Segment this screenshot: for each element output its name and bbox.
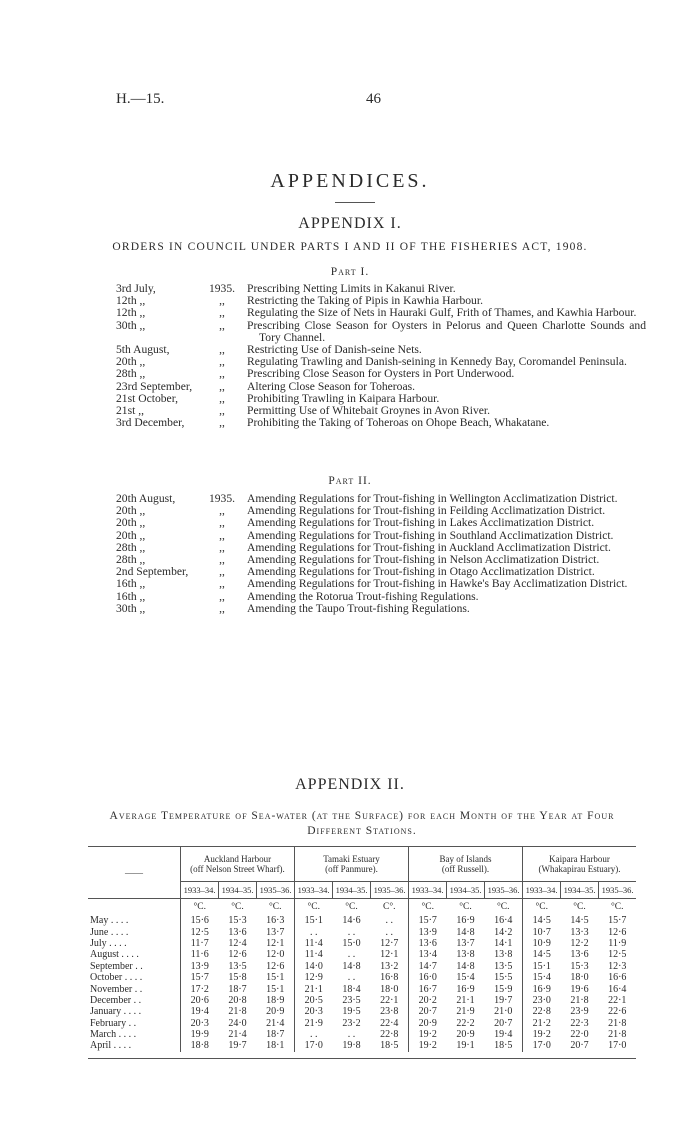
order-year: ,,	[219, 416, 225, 430]
temperature-cell: 13·4	[409, 949, 447, 960]
temperature-cell: 21·1	[295, 983, 333, 994]
temperature-cell: 12·4	[228, 937, 247, 949]
order-row	[116, 368, 646, 380]
unit-label: °C.	[459, 902, 472, 912]
temperature-cell: 16·9	[456, 983, 475, 995]
order-description: Altering Close Season for Toheroas.	[247, 379, 416, 393]
temperature-cell: 15·7	[409, 915, 447, 926]
unit-label: °C.	[573, 902, 586, 912]
temperature-cell: 12·6	[608, 926, 627, 938]
temperature-cell: 20·8	[228, 994, 247, 1006]
temperature-cell: 14·8	[342, 960, 361, 972]
order-row	[116, 530, 646, 542]
temperature-cell: 22·8	[380, 1029, 399, 1041]
temperature-cell: 13·7	[456, 937, 475, 949]
order-date: 21st ,,	[116, 404, 145, 418]
order-year: ,,	[219, 504, 225, 518]
order-date: 20th ,,	[116, 504, 146, 518]
temperature-cell: . .	[295, 926, 333, 937]
station-name: Tamaki Estuary	[323, 854, 380, 864]
month-label: January . . . .	[90, 1006, 142, 1018]
order-date: 28th ,,	[116, 540, 146, 554]
temperature-cell: 11·7	[181, 938, 219, 949]
station-name: Bay of Islands	[439, 854, 492, 864]
part-1-heading: Part I.	[330, 266, 370, 278]
temperature-cell: 16·0	[409, 972, 447, 983]
station-sub: (off Nelson Street Wharf).	[190, 864, 285, 874]
unit-label: °C.	[231, 902, 244, 912]
temperature-cell: 11·6	[181, 949, 219, 960]
temperature-cell: 10·9	[523, 938, 561, 949]
temperature-cell: 20·3	[295, 1006, 333, 1017]
order-description: Amending Regulations for Trout-fishing in Otago Acclimatization District.	[247, 565, 595, 579]
temperature-cell: 19·6	[570, 983, 589, 995]
document-reference: H.—15.	[116, 91, 165, 107]
temperature-cell: 14·8	[456, 926, 475, 938]
temperature-cell: 21·9	[456, 1006, 475, 1018]
table-row	[88, 938, 636, 949]
temperature-cell: . .	[347, 949, 356, 961]
appendix-1-title: APPENDIX I.	[298, 215, 402, 232]
temperature-cell: 18·7	[266, 1029, 285, 1041]
temperature-cell: 13·5	[228, 960, 247, 972]
page-number: 46	[366, 91, 381, 107]
temperature-cell: 12·5	[181, 926, 219, 937]
temperature-cell: 18·8	[181, 1040, 219, 1051]
temperature-cell: 14·1	[494, 937, 513, 949]
order-row	[116, 417, 646, 429]
temperature-cell: 10·7	[523, 926, 561, 937]
order-description: Restricting the Taking of Pipis in Kawhia Harbour.	[247, 294, 483, 308]
appendix-1-heading: ORDERS IN COUNCIL UNDER PARTS I AND II OF THE FISHERIES ACT, 1908.	[112, 241, 588, 253]
order-year: ,,	[219, 343, 225, 357]
temperature-cell: 14·5	[523, 915, 561, 926]
year-column-header: 1935–36.	[485, 882, 523, 899]
temperature-cell: 13·3	[570, 926, 589, 938]
year-column-header: 1933–34.	[295, 882, 333, 899]
temperature-cell: 19·1	[456, 1040, 475, 1052]
month-label: April . . . .	[90, 1040, 132, 1052]
station-header	[409, 847, 523, 882]
table-row	[88, 915, 636, 926]
temperature-cell: 15·5	[494, 972, 513, 984]
order-description: Amending Regulations for Trout-fishing in Feilding Acclimatization District.	[247, 504, 606, 518]
temperature-cell: 15·7	[181, 972, 219, 983]
temperature-cell: 18·5	[494, 1040, 513, 1052]
temperature-cell: 20·9	[456, 1029, 475, 1041]
order-date: 2nd September,	[116, 565, 189, 579]
order-description: Restricting Use of Danish-seine Nets.	[247, 343, 422, 357]
temperature-cell: 12·2	[570, 937, 589, 949]
temperature-cell: 17·0	[608, 1040, 627, 1052]
order-year: ,,	[219, 540, 225, 554]
station-sub: (off Russell).	[441, 864, 490, 874]
unit-label: °C.	[610, 902, 624, 912]
temperature-cell: 12·1	[266, 937, 285, 949]
temperature-cell: 16·4	[494, 915, 513, 927]
temperature-cell: . .	[347, 926, 356, 938]
table-row	[88, 1040, 636, 1051]
order-year: ,,	[219, 379, 225, 393]
temperature-cell: 13·9	[181, 961, 219, 972]
order-year: ,,	[219, 391, 225, 405]
order-date: 20th August,	[116, 492, 176, 505]
temperature-cell: 13·5	[494, 960, 513, 972]
order-date: 21st October,	[116, 391, 178, 405]
temperature-cell: 21·0	[494, 1006, 513, 1018]
order-year: 1935.	[208, 492, 236, 505]
temperature-cell: 13·8	[456, 949, 475, 961]
unit-label: °C.	[181, 899, 219, 916]
temperature-cell: 17·0	[295, 1040, 333, 1051]
order-description: Amending Regulations for Trout-fishing in Hawke's Bay Acclimatization District.	[247, 577, 628, 591]
order-description: Prescribing Close Season for Oysters in Port Underwood.	[247, 367, 515, 381]
table-row	[88, 1006, 636, 1017]
temperature-cell: 14·6	[342, 915, 361, 927]
temperature-cell: 18·9	[266, 994, 285, 1006]
order-date: 12th ,,	[116, 294, 146, 308]
order-date: 20th ,,	[116, 516, 146, 530]
year-column-header: 1933–34.	[523, 882, 561, 899]
order-date: 28th ,,	[116, 367, 146, 381]
order-row	[116, 603, 646, 615]
stub-header: ——	[88, 847, 181, 899]
unit-label: °C.	[268, 902, 282, 912]
temperature-cell: 21·8	[608, 1017, 627, 1029]
order-year: ,,	[219, 516, 225, 530]
temperature-cell: 23·8	[380, 1006, 399, 1018]
unit-label: °C.	[345, 902, 358, 912]
temperature-cell: 16·9	[456, 915, 475, 927]
temperature-cell: 13·6	[570, 949, 589, 961]
temperature-cell: 20·3	[181, 1018, 219, 1029]
temperature-cell: 15·8	[228, 972, 247, 984]
order-description: Amending Regulations for Trout-fishing in Lakes Acclimatization District.	[247, 516, 595, 530]
year-column-header: 1935–36.	[599, 882, 637, 899]
year-column-header: 1934–35.	[561, 882, 599, 899]
temperature-cell: 20·5	[295, 995, 333, 1006]
temperature-cell: 22·1	[608, 994, 627, 1006]
temperature-cell: 14·8	[456, 960, 475, 972]
temperature-cell: 14·2	[494, 926, 513, 938]
title-divider	[335, 202, 375, 203]
table-row	[88, 983, 636, 994]
heading-line-2: Different Stations.	[307, 825, 417, 837]
order-date: 16th ,,	[116, 577, 146, 591]
temperature-cell: 11·9	[608, 937, 627, 949]
temperature-cell: 18·0	[380, 983, 399, 995]
temperature-cell: 19·9	[181, 1029, 219, 1040]
order-description: Amending Regulations for Trout-fishing in Auckland Acclimatization District.	[247, 540, 611, 554]
part-2-orders	[116, 493, 646, 615]
temperature-cell: 12·6	[228, 949, 247, 961]
temperature-cell: 17·2	[181, 983, 219, 994]
month-label: September . .	[90, 960, 143, 972]
order-description: Regulating the Size of Nets in Hauraki Gulf, Frith of Thames, and Kawhia Harbour.	[247, 306, 637, 320]
temperature-cell: 12·6	[266, 960, 285, 972]
temperature-cell: 16·6	[608, 972, 627, 984]
temperature-cell: 13·8	[494, 949, 513, 961]
temperature-cell: 15·4	[456, 972, 475, 984]
month-label: May . . . .	[90, 915, 129, 927]
order-year: ,,	[219, 355, 225, 369]
order-row	[116, 578, 646, 590]
temperature-cell: 13·7	[266, 926, 285, 938]
temperature-cell: 15·4	[523, 972, 561, 983]
temperature-cell: 15·9	[494, 983, 513, 995]
order-description: Amending Regulations for Trout-fishing in Nelson Acclimatization District.	[247, 553, 600, 567]
temperature-cell: 14·5	[523, 949, 561, 960]
temperature-cell: 21·2	[523, 1018, 561, 1029]
temperature-cell: 20·2	[409, 995, 447, 1006]
temperature-cell: 23·0	[523, 995, 561, 1006]
year-column-header: 1934–35.	[447, 882, 485, 899]
temperature-cell: 22·6	[608, 1006, 627, 1018]
order-date: 30th ,,	[116, 601, 146, 615]
temperature-cell: 21·8	[608, 1029, 627, 1041]
temperature-cell: 18·5	[380, 1040, 399, 1052]
temperature-cell: 21·4	[266, 1017, 285, 1029]
order-description: Amending the Rotorua Trout-fishing Regulations.	[247, 589, 479, 603]
temperature-cell: 19·7	[228, 1040, 247, 1052]
station-header	[523, 847, 637, 882]
temperature-cell: 22·0	[570, 1029, 589, 1041]
temperature-cell: 21·9	[295, 1018, 333, 1029]
temperature-cell: 22·3	[570, 1017, 589, 1029]
order-row	[116, 517, 646, 529]
year-column-header: 1935–36.	[257, 882, 295, 899]
table-row	[88, 1018, 636, 1029]
order-description: Prescribing Netting Limits in Kakanui River.	[247, 282, 456, 295]
temperature-cell: 12·7	[380, 937, 399, 949]
order-year: ,,	[219, 294, 225, 308]
order-year: ,,	[219, 404, 225, 418]
temperature-cell: 12·0	[266, 949, 285, 961]
order-date: 20th ,,	[116, 355, 146, 369]
temperature-cell: 20·6	[181, 995, 219, 1006]
month-label: December . .	[90, 994, 142, 1006]
temperature-cell: 19·7	[494, 994, 513, 1006]
temperature-cell: 18·4	[342, 983, 361, 995]
temperature-cell: . .	[347, 1029, 356, 1041]
temperature-cell: 12·1	[380, 949, 399, 961]
unit-label: °C.	[523, 899, 561, 916]
temperature-cell: 15·1	[523, 961, 561, 972]
order-year: ,,	[219, 367, 225, 381]
temperature-cell: 16·7	[409, 983, 447, 994]
order-description: Amending Regulations for Trout-fishing in Southland Acclimatization District.	[247, 528, 614, 542]
temperature-cell: 15·3	[570, 960, 589, 972]
temperature-cell: 23·5	[342, 994, 361, 1006]
temperature-cell: 15·0	[342, 937, 361, 949]
month-label: October . . . .	[90, 972, 143, 984]
order-date: 12th ,,	[116, 306, 146, 320]
table-row	[88, 972, 636, 983]
table-row	[88, 995, 636, 1006]
order-date: 30th ,,	[116, 318, 146, 332]
temperature-cell: 15·6	[181, 915, 219, 926]
temperature-table	[88, 846, 636, 1059]
temperature-cell: 20·7	[570, 1040, 589, 1052]
order-row	[116, 381, 646, 393]
order-date: 28th ,,	[116, 553, 146, 567]
table-row	[88, 961, 636, 972]
temperature-cell: 15·7	[608, 915, 627, 927]
order-description: Amending the Taupo Trout-fishing Regulations.	[247, 601, 470, 615]
order-year: ,,	[219, 601, 225, 615]
year-column-header: 1935–36.	[371, 882, 409, 899]
table-row	[88, 1029, 636, 1040]
order-description: Prohibiting the Taking of Toheroas on Ohope Beach, Whakatane.	[247, 416, 550, 430]
page-title: APPENDICES.	[270, 170, 430, 192]
temperature-cell: 19·2	[409, 1040, 447, 1051]
temperature-cell: . .	[295, 1029, 333, 1040]
unit-label: C°.	[382, 902, 396, 912]
temperature-cell: 19·2	[409, 1029, 447, 1040]
temperature-cell: 22·2	[456, 1017, 475, 1029]
temperature-cell: 21·8	[570, 994, 589, 1006]
temperature-cell: 23·2	[342, 1017, 361, 1029]
order-year: ,,	[219, 528, 225, 542]
unit-stub	[88, 899, 181, 916]
temperature-cell: 19·8	[342, 1040, 361, 1052]
table-row	[88, 926, 636, 937]
temperature-cell: 19·4	[494, 1029, 513, 1041]
temperature-cell: . .	[347, 972, 356, 984]
month-label: November . .	[90, 983, 143, 995]
order-date: 23rd September,	[116, 379, 193, 393]
temperature-cell: 13·6	[409, 938, 447, 949]
order-date: 20th ,,	[116, 528, 146, 542]
temperature-cell: 11·4	[295, 938, 333, 949]
order-year: ,,	[219, 565, 225, 579]
unit-label: °C.	[496, 902, 510, 912]
temperature-cell: 21·1	[456, 994, 475, 1006]
temperature-cell: 13·2	[380, 960, 399, 972]
temperature-cell: 24·0	[228, 1017, 247, 1029]
order-row	[116, 307, 646, 319]
temperature-cell: 20·7	[409, 1006, 447, 1017]
temperature-cell: 18·1	[266, 1040, 285, 1052]
month-label: June . . . .	[90, 926, 129, 938]
temperature-cell: 21·8	[228, 1006, 247, 1018]
temperature-cell: 11·4	[295, 949, 333, 960]
temperature-cell: . .	[385, 926, 393, 938]
temperature-cell: 16·4	[608, 983, 627, 995]
order-description: Permitting Use of Whitebait Groynes in Avon River.	[247, 404, 491, 418]
year-column-header: 1933–34.	[409, 882, 447, 899]
station-sub: (Whakapirau Estuary).	[538, 864, 621, 874]
temperature-cell: 13·9	[409, 926, 447, 937]
temperature-cell: 13·6	[228, 926, 247, 938]
temperature-cell: 12·3	[608, 960, 627, 972]
order-year: ,,	[219, 318, 225, 332]
station-sub: (off Panmure).	[325, 864, 378, 874]
order-description: Prohibiting Trawling in Kaipara Harbour.	[247, 391, 440, 405]
temperature-cell: 23·9	[570, 1006, 589, 1018]
year-column-header: 1933–34.	[181, 882, 219, 899]
table-row	[88, 949, 636, 960]
temperature-cell: 16·9	[523, 983, 561, 994]
month-label: July . . . .	[90, 937, 127, 949]
temperature-cell: 15·1	[266, 972, 285, 984]
part-2-heading: Part II.	[328, 475, 372, 487]
month-label: August . . . .	[90, 949, 139, 961]
temperature-cell: 16·3	[266, 915, 285, 927]
temperature-cell: 19·5	[342, 1006, 361, 1018]
order-description: Prescribing Close Season for Oysters in Pelorus and Queen Charlotte Sounds and Tory Channel.	[247, 318, 646, 344]
year-column-header: 1934–35.	[333, 882, 371, 899]
temperature-cell: 22·1	[380, 994, 399, 1006]
temperature-cell: 16·8	[380, 972, 399, 984]
temperature-cell: 20·9	[409, 1018, 447, 1029]
order-description: Regulating Trawling and Danish-seining in Kennedy Bay, Coromandel Peninsula.	[247, 355, 627, 369]
temperature-table-heading	[88, 809, 636, 839]
order-date: 3rd July,	[116, 282, 156, 295]
temperature-cell: 22·4	[380, 1017, 399, 1029]
temperature-cell: 12·5	[608, 949, 627, 961]
order-date: 16th ,,	[116, 589, 146, 603]
heading-line-1: Average Temperature of Sea-water (at the Surface) for each Month of the Year at Four	[109, 810, 615, 822]
temperature-cell: 14·0	[295, 961, 333, 972]
temperature-cell: 15·3	[228, 915, 247, 927]
month-label: March . . . .	[90, 1029, 137, 1041]
order-row	[116, 320, 646, 344]
order-date: 3rd December,	[116, 416, 185, 430]
part-1-orders	[116, 283, 646, 429]
temperature-cell: 20·9	[266, 1006, 285, 1018]
order-year: ,,	[219, 589, 225, 603]
temperature-cell: 18·7	[228, 983, 247, 995]
order-year: ,,	[219, 577, 225, 591]
station-name: Kaipara Harbour	[549, 854, 610, 864]
temperature-cell: 17·0	[523, 1040, 561, 1051]
order-date: 5th August,	[116, 343, 170, 357]
temperature-cell: 15·1	[295, 915, 333, 926]
unit-label: °C.	[295, 899, 333, 916]
station-header	[295, 847, 409, 882]
temperature-cell: 14·7	[409, 961, 447, 972]
order-year: ,,	[219, 306, 225, 320]
temperature-cell: 18·0	[570, 972, 589, 984]
temperature-cell: 21·4	[228, 1029, 247, 1041]
station-name: Auckland Harbour	[203, 854, 272, 864]
station-header	[181, 847, 295, 882]
temperature-cell: 12·9	[295, 972, 333, 983]
temperature-cell: 14·5	[570, 915, 589, 927]
temperature-cell: 19·2	[523, 1029, 561, 1040]
order-row	[116, 591, 646, 603]
temperature-cell: 15·1	[266, 983, 285, 995]
order-year: ,,	[219, 553, 225, 567]
month-label: February . .	[90, 1017, 137, 1029]
year-column-header: 1934–35.	[219, 882, 257, 899]
order-year: 1935.	[208, 282, 236, 295]
unit-label: °C.	[409, 899, 447, 916]
temperature-cell: . .	[385, 915, 393, 927]
temperature-cell: 22·8	[523, 1006, 561, 1017]
temperature-cell: 20·7	[494, 1017, 513, 1029]
order-description: Amending Regulations for Trout-fishing in Wellington Acclimatization District.	[247, 492, 618, 505]
temperature-cell: 19·4	[181, 1006, 219, 1017]
appendix-2-title: APPENDIX II.	[295, 776, 405, 793]
